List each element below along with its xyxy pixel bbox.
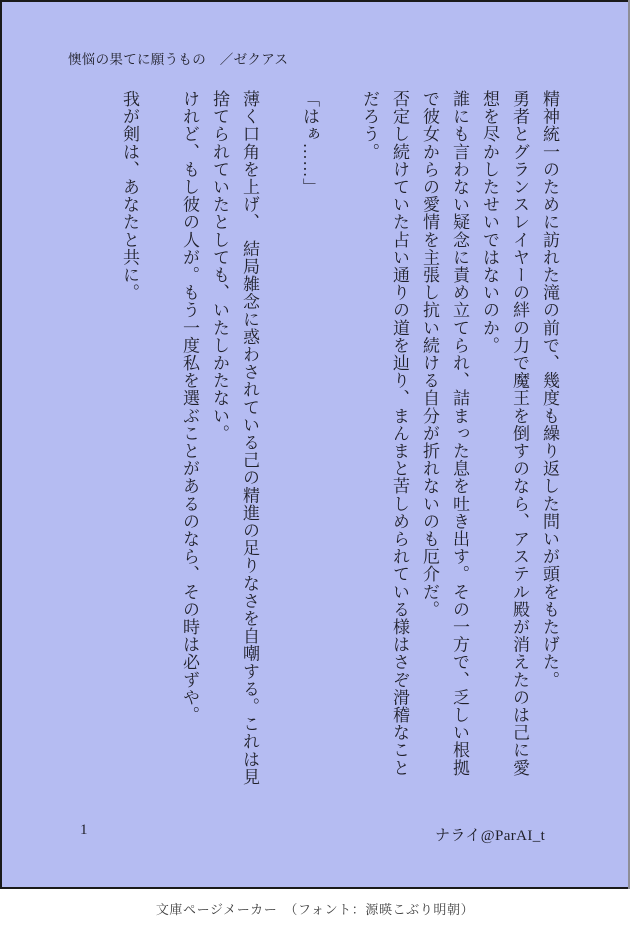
text-line-06: 否定し続けていた占い通りの道を辿り、まんまと苦しめられている様はさぞ滑稽なこと [390,90,409,777]
body-text [114,90,564,842]
text-line-13: けれど、もし彼の人が。もう一度私を選ぶことがあるのなら、その時は必ずや。 [180,90,199,724]
page-number: 1 [80,822,88,838]
text-line-09: 「はぁ……」 [300,90,319,196]
text-line-08-blank [324,90,354,842]
footer-caption: 文庫ページメーカー （フォント：源暎こぶり明朝） [0,889,630,928]
text-line-03: 想を尽かしたせいではないのか。 [480,90,499,354]
text-line-15: 我が剣は、あなたと共に。 [120,90,139,302]
text-line-04: 誰にも言わない疑念に責め立てられ、詰まった息を吐き出す。その一方で、乏しい根拠 [450,90,469,777]
text-line-12: 捨てられていたとしても、いたしかたない。 [210,90,229,442]
text-line-10-blank [264,90,294,842]
page-title: 懊悩の果てに願うもの ／ゼクアス [68,52,289,67]
text-line-14-blank [144,90,174,842]
text-line-11: 薄く口角を上げ、 結局雑念に惑わされている己の精進の足りなさを自嘲する。これは見 [240,90,259,786]
text-line-07: だろう。 [360,90,379,161]
text-line-02: 勇者とグランスレイヤーの絆の力で魔王を倒すのなら、アステル殿が消えたのは己に愛 [510,90,529,777]
text-line-01: 精神統一のために訪れた滝の前で、幾度も繰り返した問いが頭をもたげた。 [540,90,559,689]
author-credit: ナライ@ParAI_t [435,828,546,844]
text-line-05: で彼女からの愛情を主張し抗い続ける自分が折れないのも厄介だ。 [420,90,439,618]
